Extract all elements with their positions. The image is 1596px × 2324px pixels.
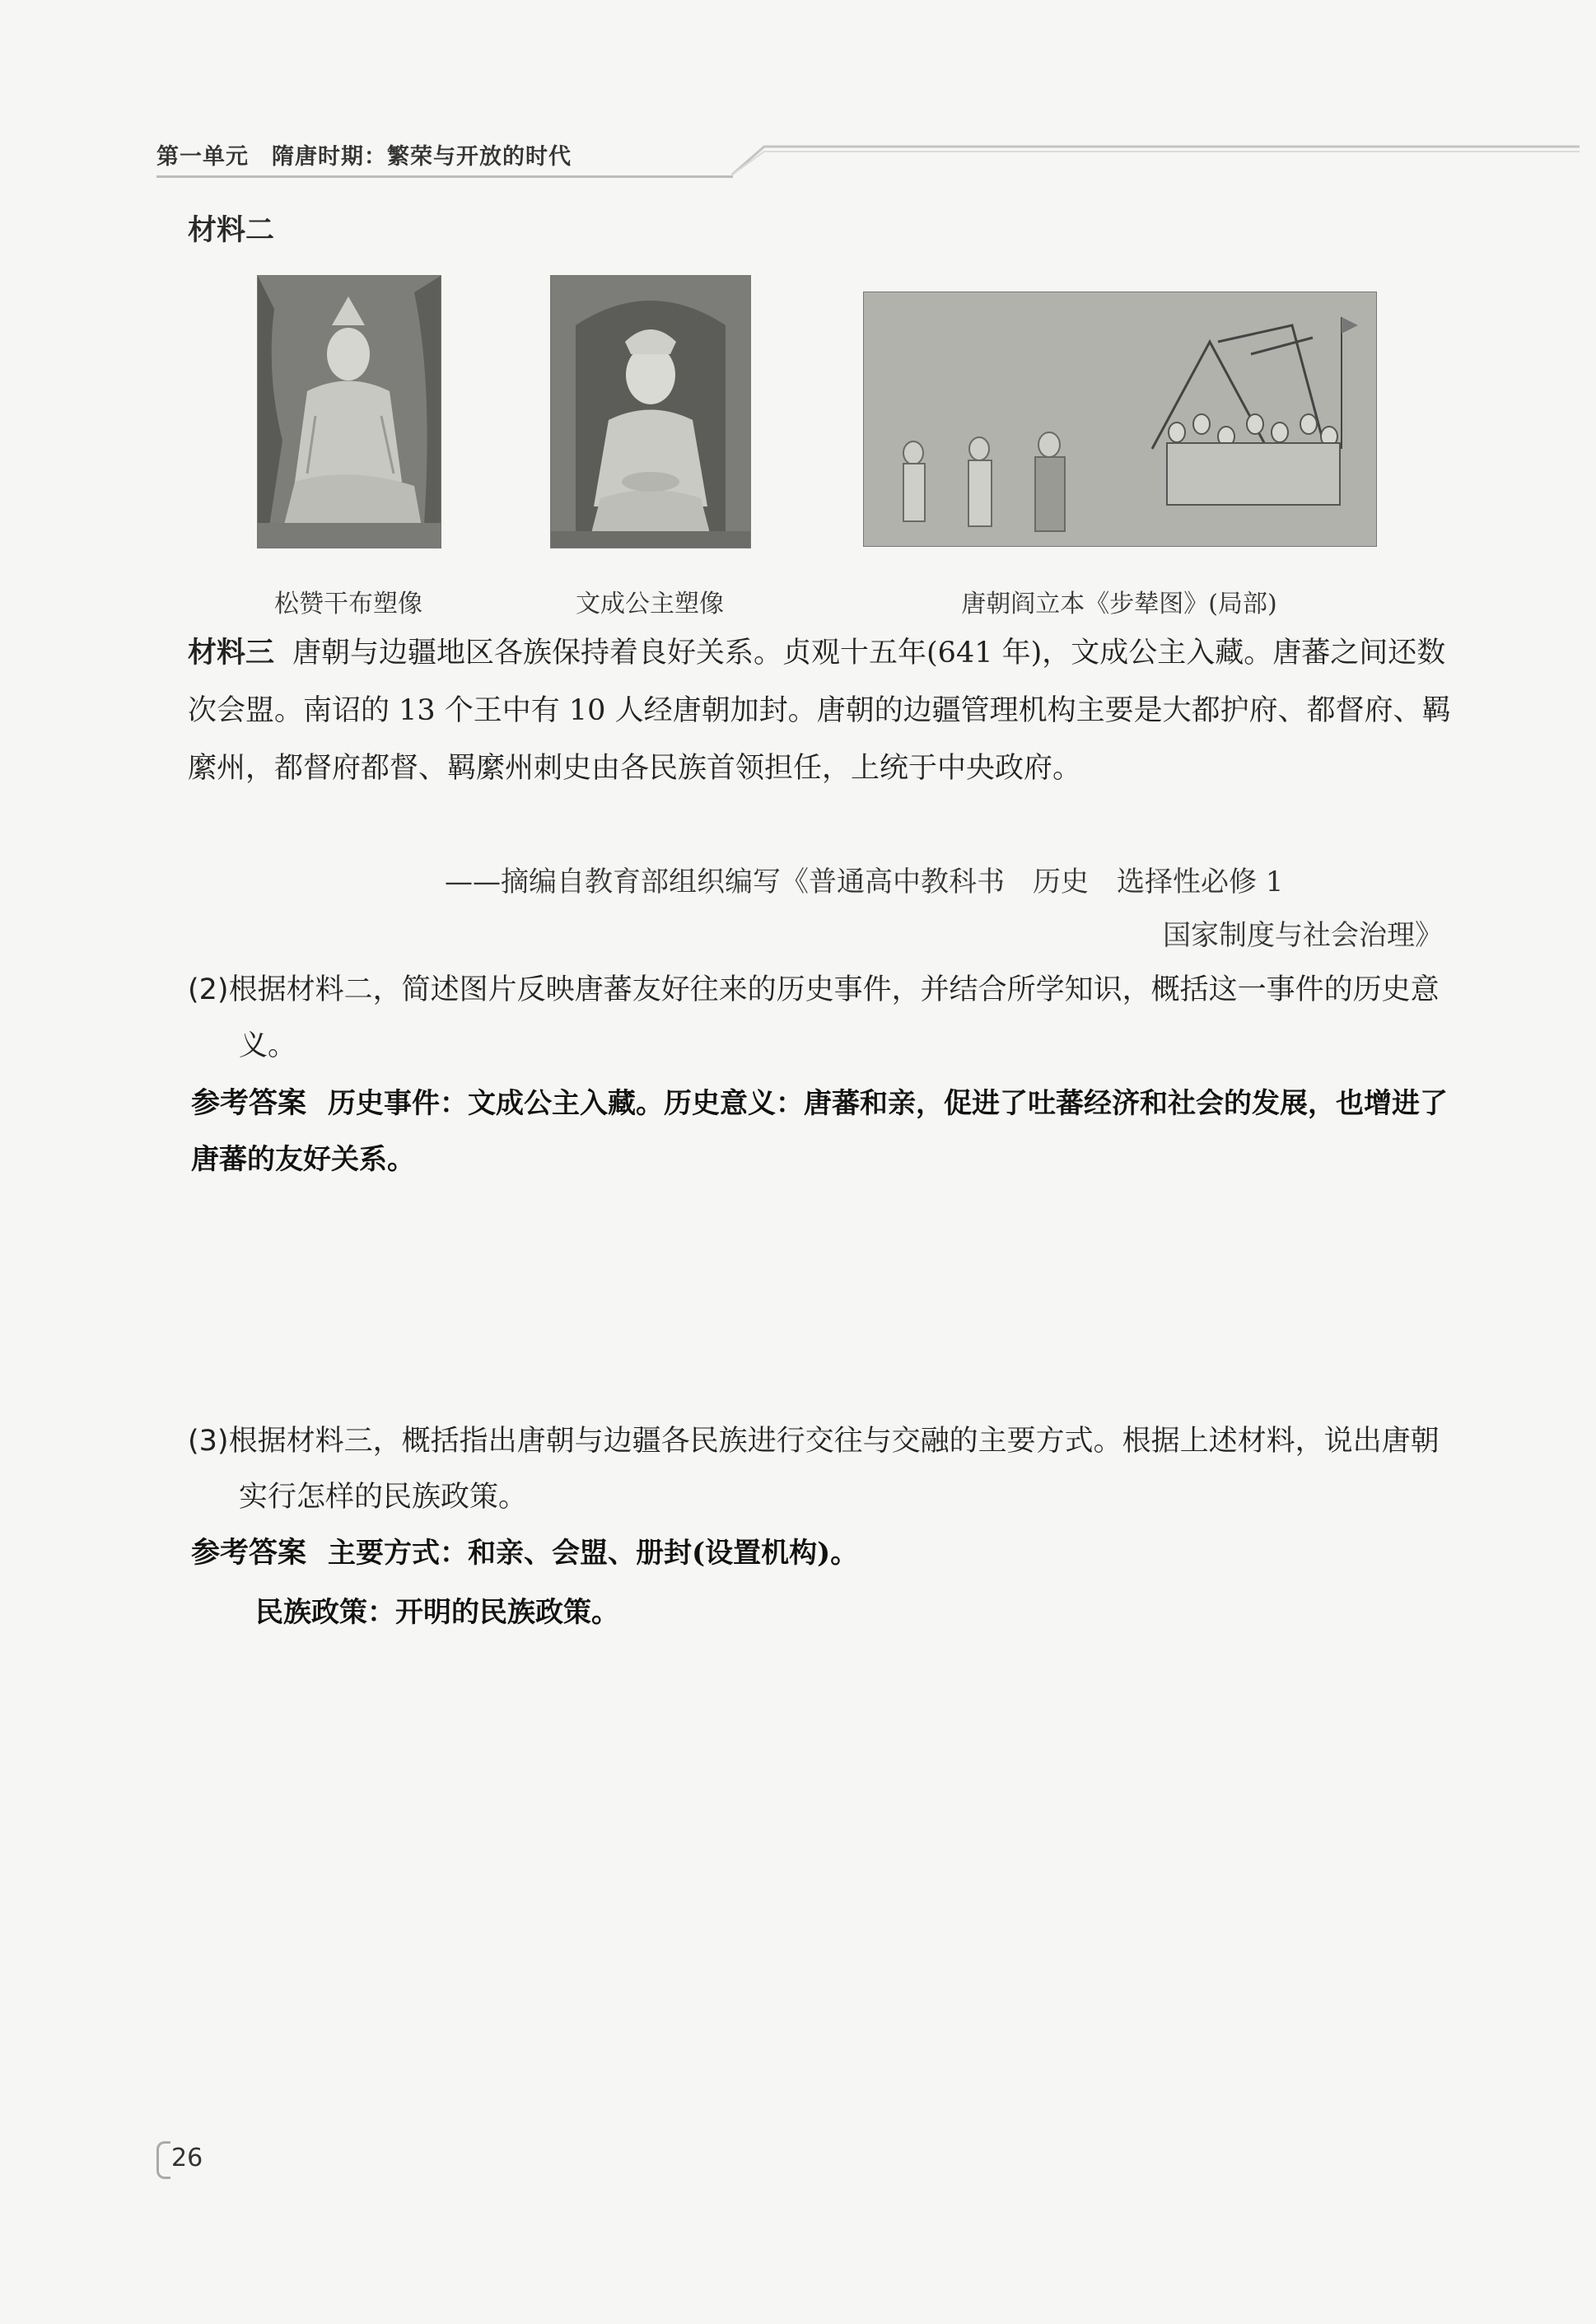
material3-source-line2: 国家制度与社会治理》 — [1163, 919, 1443, 952]
answer-2-label: 参考答案 — [191, 1087, 307, 1120]
caption-princess-wencheng: 文成公主塑像 — [576, 590, 724, 618]
material3-text: 唐朝与边疆地区各族保持着良好关系。贞观十五年(641 年)，文成公主入藏。唐蕃之间还数次会盟。南诏的 13 个王中有 10 人经唐朝加封。唐朝的边疆管理机构主要是大都护府、都督府、羁縻州，都督府都督、羁縻州刺史由各民族首领担任，上统于中央政府。 — [188, 637, 1451, 785]
unit-label: 第一单元 — [156, 144, 249, 170]
princess-wencheng-statue-image — [550, 275, 751, 548]
material3-label: 材料三 — [188, 637, 275, 670]
header-decoration — [731, 145, 1580, 176]
answer-3-label: 参考答案 — [191, 1537, 307, 1570]
unit-title: 隋唐时期：繁荣与开放的时代 — [272, 144, 572, 170]
answer-3-line1: 主要方式：和亲、会盟、册封(设置机构)。 — [328, 1537, 859, 1570]
caption-songtsen-gampo: 松赞干布塑像 — [274, 590, 422, 618]
material3-source-line1: ——摘编自教育部组织编写《普通高中教科书 历史 选择性必修 1 — [445, 866, 1284, 898]
bunian-tu-painting-image — [863, 292, 1377, 547]
songtsen-gampo-statue-image — [257, 275, 441, 548]
material2-label: 材料二 — [188, 214, 275, 247]
caption-bunian-tu: 唐朝阎立本《步辇图》(局部) — [961, 590, 1277, 618]
header-rule — [156, 175, 733, 178]
question-2: (2)根据材料二，简述图片反映唐蕃友好往来的历史事件，并结合所学知识，概括这一事件的历史意义。 — [188, 973, 1440, 1062]
page-number: 26 — [171, 2144, 203, 2172]
question-3: (3)根据材料三，概括指出唐朝与边疆各民族进行交往与交融的主要方式。根据上述材料，说出唐朝实行怎样的民族政策。 — [188, 1425, 1440, 1514]
page-header — [156, 138, 572, 170]
answer-3-line2: 民族政策：开明的民族政策。 — [255, 1596, 619, 1629]
page-number-bracket — [156, 2141, 170, 2179]
material3-paragraph — [188, 624, 1453, 797]
answer-2-text: 历史事件：文成公主入藏。历史意义：唐蕃和亲，促进了吐蕃经济和社会的发展，也增进了唐蕃的友好关系。 — [191, 1087, 1449, 1176]
answer-3 — [191, 1525, 1456, 1581]
answer-2 — [191, 1076, 1456, 1188]
